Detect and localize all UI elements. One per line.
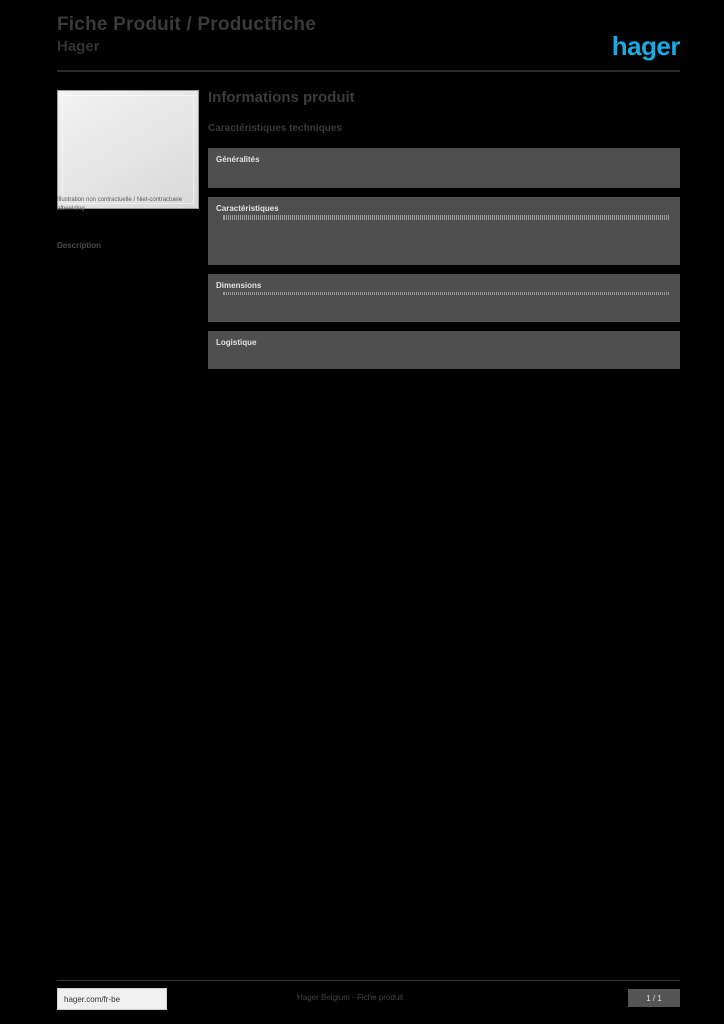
panel-title: Logistique — [216, 338, 257, 347]
page-subtitle: Hager — [57, 38, 100, 55]
footer-center-text: Hager Belgium - Fiche produit — [297, 993, 404, 1002]
section-heading: Informations produit — [208, 89, 355, 106]
section-subheading: Caractéristiques techniques — [208, 123, 342, 134]
panel-title: Caractéristiques — [216, 204, 279, 213]
spec-dots — [223, 294, 669, 295]
spec-dots — [223, 219, 669, 220]
product-image-border — [62, 95, 194, 204]
spec-row — [216, 221, 672, 222]
footer-url-link[interactable]: hager.com/fr-be — [57, 988, 167, 1010]
footer-page-number: 1 / 1 — [628, 989, 680, 1007]
main-content — [208, 88, 680, 378]
product-image — [57, 90, 199, 209]
left-block-title: Description — [57, 241, 102, 250]
spec-panel — [208, 197, 680, 265]
image-caption: Illustration non contractuelle / Niet-contractuele afbeelding — [57, 197, 183, 212]
footer-divider — [57, 980, 680, 981]
spec-panel — [208, 148, 680, 188]
panel-title: Dimensions — [216, 281, 262, 290]
spec-panel — [208, 331, 680, 369]
spec-panel — [208, 274, 680, 322]
header-divider — [57, 70, 680, 72]
document-header — [57, 14, 680, 68]
left-description-block — [57, 240, 197, 255]
hager-logo: hager — [611, 31, 680, 61]
panel-title: Généralités — [216, 155, 260, 164]
page-title: Fiche Produit / Productfiche — [57, 14, 316, 35]
spec-row — [216, 296, 672, 297]
